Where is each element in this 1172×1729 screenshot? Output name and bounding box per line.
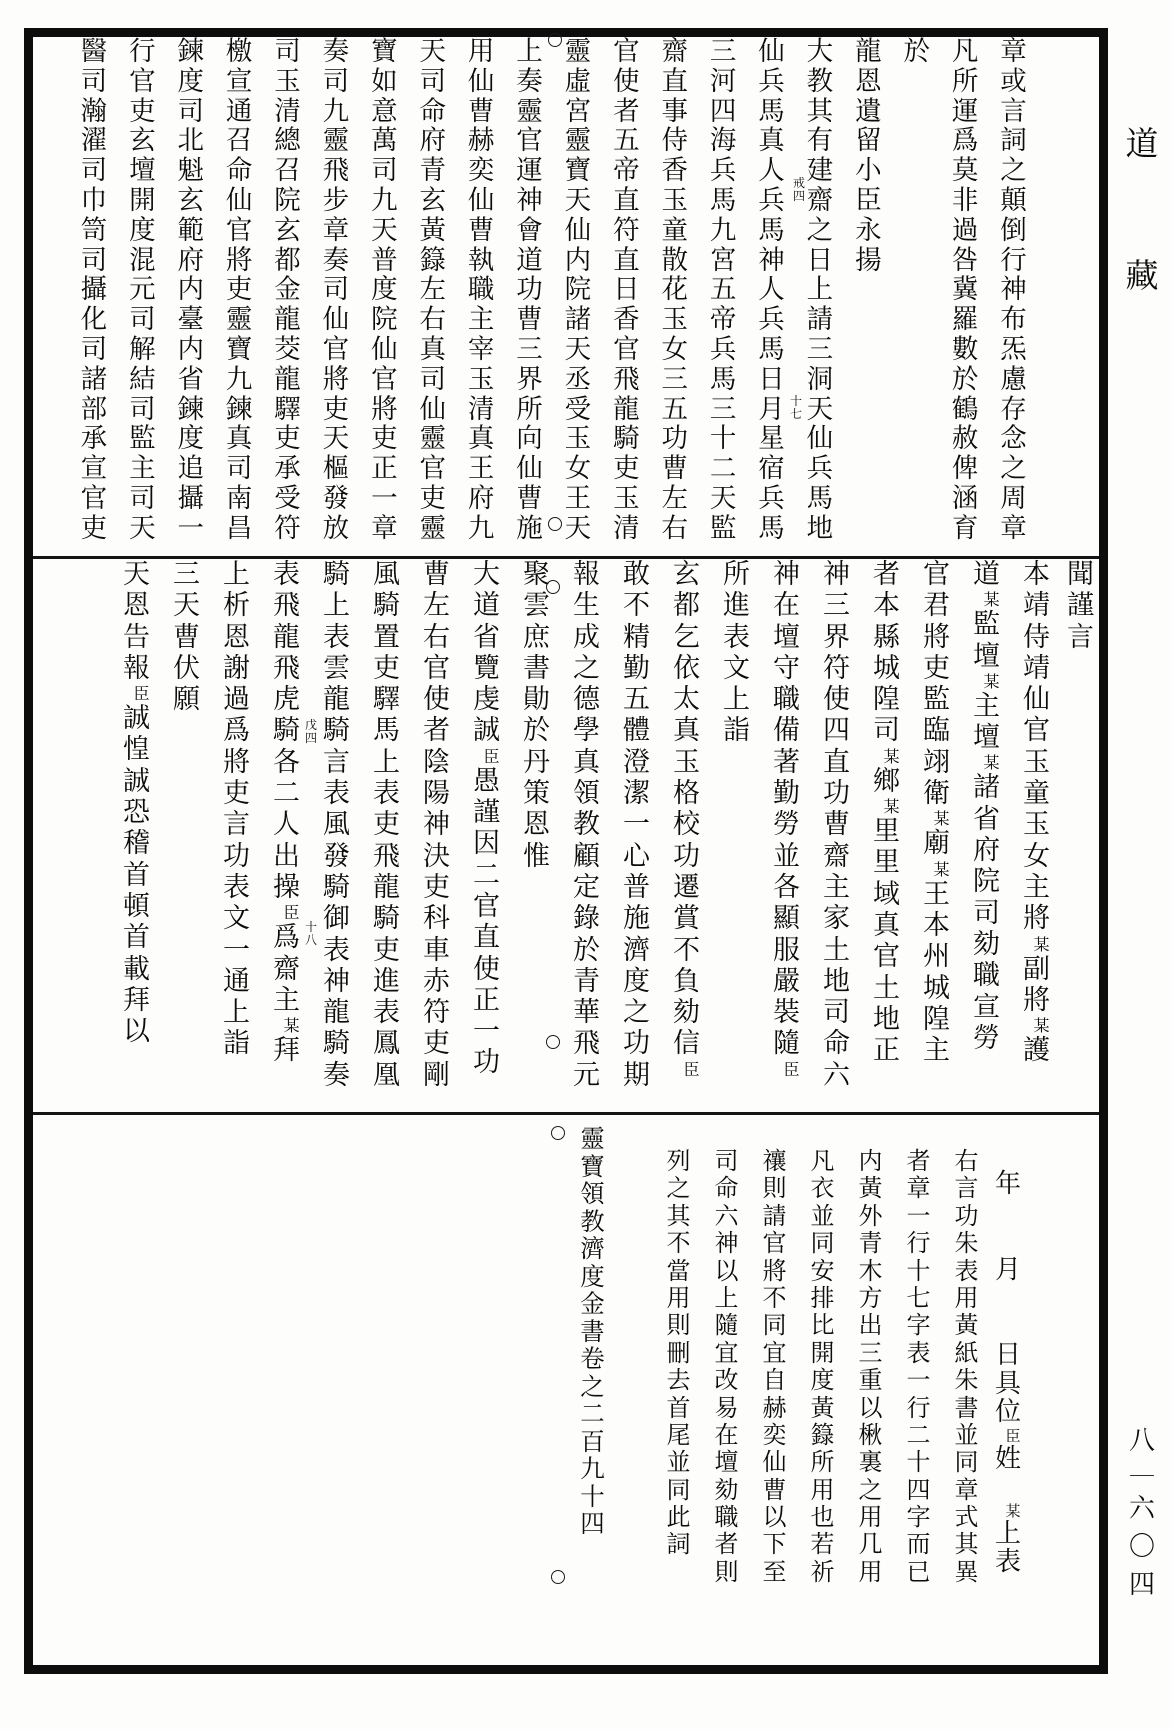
text-column: 龍 恩 遺 留 小 臣 永 揚 [855, 36, 882, 276]
page-frame [24, 28, 1108, 1674]
section-mark-circle [548, 517, 562, 531]
text-column: 内 黃 外 青 木 方 出 三 重 以 楸 裏 之 用 几 用 [858, 1147, 883, 1586]
text-column: 上 奏 靈 官 運 神 會 道 功 曹 三 界 所 向 仙 曹 施 [516, 36, 543, 544]
canon-title-char: 道 [1125, 124, 1159, 163]
text-column: 列 之 其 不 當 用 則 刪 去 首 尾 並 同 此 詞 [666, 1147, 691, 1559]
text-column: 大 教 其 有 建 齋 之 日 上 請 三 洞 天 仙 兵 馬 地 [806, 36, 834, 544]
text-column: 本 靖 侍 靖 仙 官 玉 童 玉 女 主 將 某 副 將 某 護 [1023, 559, 1050, 1067]
text-column: 禳 則 請 官 將 不 同 宜 自 赫 奕 仙 曹 以 下 至 [762, 1147, 787, 1586]
text-column: 用 仙 曹 赫 奕 仙 曹 執 職 主 宰 玉 清 真 王 府 九 [467, 36, 495, 544]
text-column: 騎 上 表 雲 龍 騎 言 表 風 發 騎 御 表 神 龍 騎 奏 [323, 559, 350, 1091]
text-column: 三 天 曹 伏 願 [173, 559, 200, 716]
text-column: 曹 左 右 官 使 者 陰 陽 神 決 吏 科 車 赤 符 吏 剛 [423, 559, 450, 1091]
text-column: 道 某 監 壇 某 主 壇 某 諸 省 府 院 司 劾 職 宣 勞 [973, 559, 1000, 1054]
text-column: 上 析 恩 謝 過 爲 將 吏 言 功 表 文 一 通 上 詣 [223, 559, 250, 1060]
text-column: 聞 謹 言 [1067, 559, 1094, 653]
text-column: 右 言 功 朱 表 用 黃 紙 朱 書 並 同 章 式 其 異 [954, 1147, 979, 1586]
canon-title [1122, 118, 1162, 295]
section-separator [548, 37, 562, 556]
section-mark-circle [551, 1126, 565, 1140]
text-column: 報 生 成 之 德 學 真 領 教 顧 定 錄 於 青 華 飛 元 [573, 559, 600, 1091]
folio-number [1122, 1422, 1162, 1604]
text-column: 官 使 者 五 帝 直 符 直 日 香 官 飛 龍 騎 吏 玉 清 [613, 36, 640, 544]
text-column: 司 玉 清 總 召 院 玄 都 金 龍 茭 龍 驛 吏 承 受 符 [274, 36, 301, 544]
text-column: 醫 司 瀚 濯 司 巾 笥 司 攝 化 司 諸 部 承 宣 官 吏 [80, 36, 108, 544]
text-column: 奏 司 九 靈 飛 步 章 奏 司 仙 官 將 吏 天 樞 發 放 [322, 36, 350, 544]
section-mark-circle [548, 33, 562, 47]
text-column: 檄 宣 通 召 命 仙 官 將 吏 靈 寶 九 鍊 真 司 南 昌 [225, 36, 253, 544]
text-column: 官 君 將 吏 監 臨 翊 衛 某 廟 某 王 本 州 城 隍 主 [923, 559, 950, 1067]
text-column: 神 三 界 符 使 四 直 功 曹 齋 主 家 土 地 司 命 六 [823, 559, 850, 1091]
text-column: 天 恩 告 報 臣 誠 惶 誠 恐 稽 首 頓 首 載 拜 以 [123, 559, 150, 1048]
text-column: 仙 兵 馬 真 人 兵 馬 神 人 兵 馬 日 月 星 宿 兵 馬 [758, 36, 785, 544]
text-column: 神 在 壇 守 職 備 著 勤 勞 並 各 顯 服 嚴 裝 隨 臣 [773, 559, 800, 1079]
text-column: 於 [903, 36, 930, 67]
text-column: 靈 虛 宮 靈 寶 天 仙 内 院 諸 天 丞 受 玉 女 王 天 [564, 36, 592, 544]
text-column: 三 河 四 海 兵 馬 九 宮 五 帝 兵 馬 三 十 二 天 監 [709, 36, 737, 544]
text-column: 大 道 省 覽 虔 誠 臣 愚 謹 因 二 官 直 使 正 一 功 [473, 559, 500, 1079]
section-mark-circle [546, 1035, 560, 1049]
folio-number-char: — [1129, 1467, 1155, 1483]
text-column: 聚 雲 庶 書 勛 於 丹 策 恩 惟 [523, 559, 550, 872]
interlinear-note: 戊 四 [304, 718, 317, 745]
folio-number-char: 〇 [1128, 1532, 1155, 1562]
register-3 [33, 1115, 1099, 1665]
text-column: 表 飛 龍 飛 虎 騎 各 二 人 出 操 臣 爲 齋 主 某 拜 [273, 559, 300, 1067]
canon-title-char: 藏 [1125, 256, 1159, 295]
folio-number-char: 四 [1128, 1570, 1155, 1600]
text-column: 所 進 表 文 上 詣 [723, 559, 750, 747]
text-column: 年 月 日 具 位 臣 姓 某 上 表 [994, 1169, 1021, 1577]
text-column: 凡 所 運 爲 莫 非 過 咎 冀 羅 數 於 鶴 赦 俾 涵 育 [951, 36, 979, 544]
text-column: 齋 直 事 侍 香 玉 童 散 花 玉 女 三 五 功 曹 左 右 [661, 36, 688, 544]
register-1 [33, 37, 1099, 556]
folio-number-char: 六 [1128, 1494, 1155, 1524]
text-column: 者 本 縣 城 隍 司 某 鄉 某 里 里 域 真 官 土 地 正 [873, 559, 900, 1067]
text-column: 章 或 言 詞 之 顛 倒 行 神 布 炁 慮 存 念 之 周 章 [1000, 36, 1027, 544]
text-column: 敢 不 精 勤 五 體 澄 潔 一 心 普 施 濟 度 之 功 期 [623, 559, 650, 1091]
text-column: 凡 衣 並 同 安 排 比 開 度 黃 籙 所 用 也 若 祈 [810, 1147, 835, 1586]
register-2 [33, 559, 1099, 1112]
text-column: 風 騎 置 吏 驛 馬 上 表 吏 飛 龍 騎 吏 進 表 鳳 凰 [373, 559, 400, 1091]
text-column: 天 司 命 府 青 玄 黃 籙 左 右 真 司 仙 靈 官 吏 靈 [419, 36, 446, 544]
text-column: 玄 都 乞 依 太 真 玉 格 校 功 遷 賞 不 負 劾 信 臣 [673, 559, 700, 1079]
text-column: 者 章 一 行 十 七 字 表 一 行 二 十 四 字 而 已 [906, 1147, 931, 1586]
text-column: 鍊 度 司 北 魁 玄 範 府 内 臺 内 省 鍊 度 追 攝 一 [177, 36, 204, 544]
interlinear-note: 十 七 [789, 394, 802, 421]
text-column: 司 命 六 神 以 上 隨 宜 改 易 在 壇 劾 職 者 則 [714, 1147, 739, 1586]
interlinear-note: 戒 四 [792, 176, 805, 203]
text-column: 靈 寶 領 教 濟 度 金 書 卷 之 二 百 九 十 四 [580, 1124, 605, 1538]
section-mark-circle [551, 1570, 565, 1584]
text-column: 行 官 吏 玄 壇 開 度 混 元 司 解 結 司 監 主 司 天 [129, 36, 156, 544]
text-column: 寶 如 意 萬 司 九 天 普 度 院 仙 官 將 吏 正 一 章 [371, 36, 398, 544]
folio-number-char: 八 [1128, 1426, 1155, 1456]
interlinear-note: 十 八 [304, 920, 317, 947]
section-separator [551, 1115, 565, 1665]
